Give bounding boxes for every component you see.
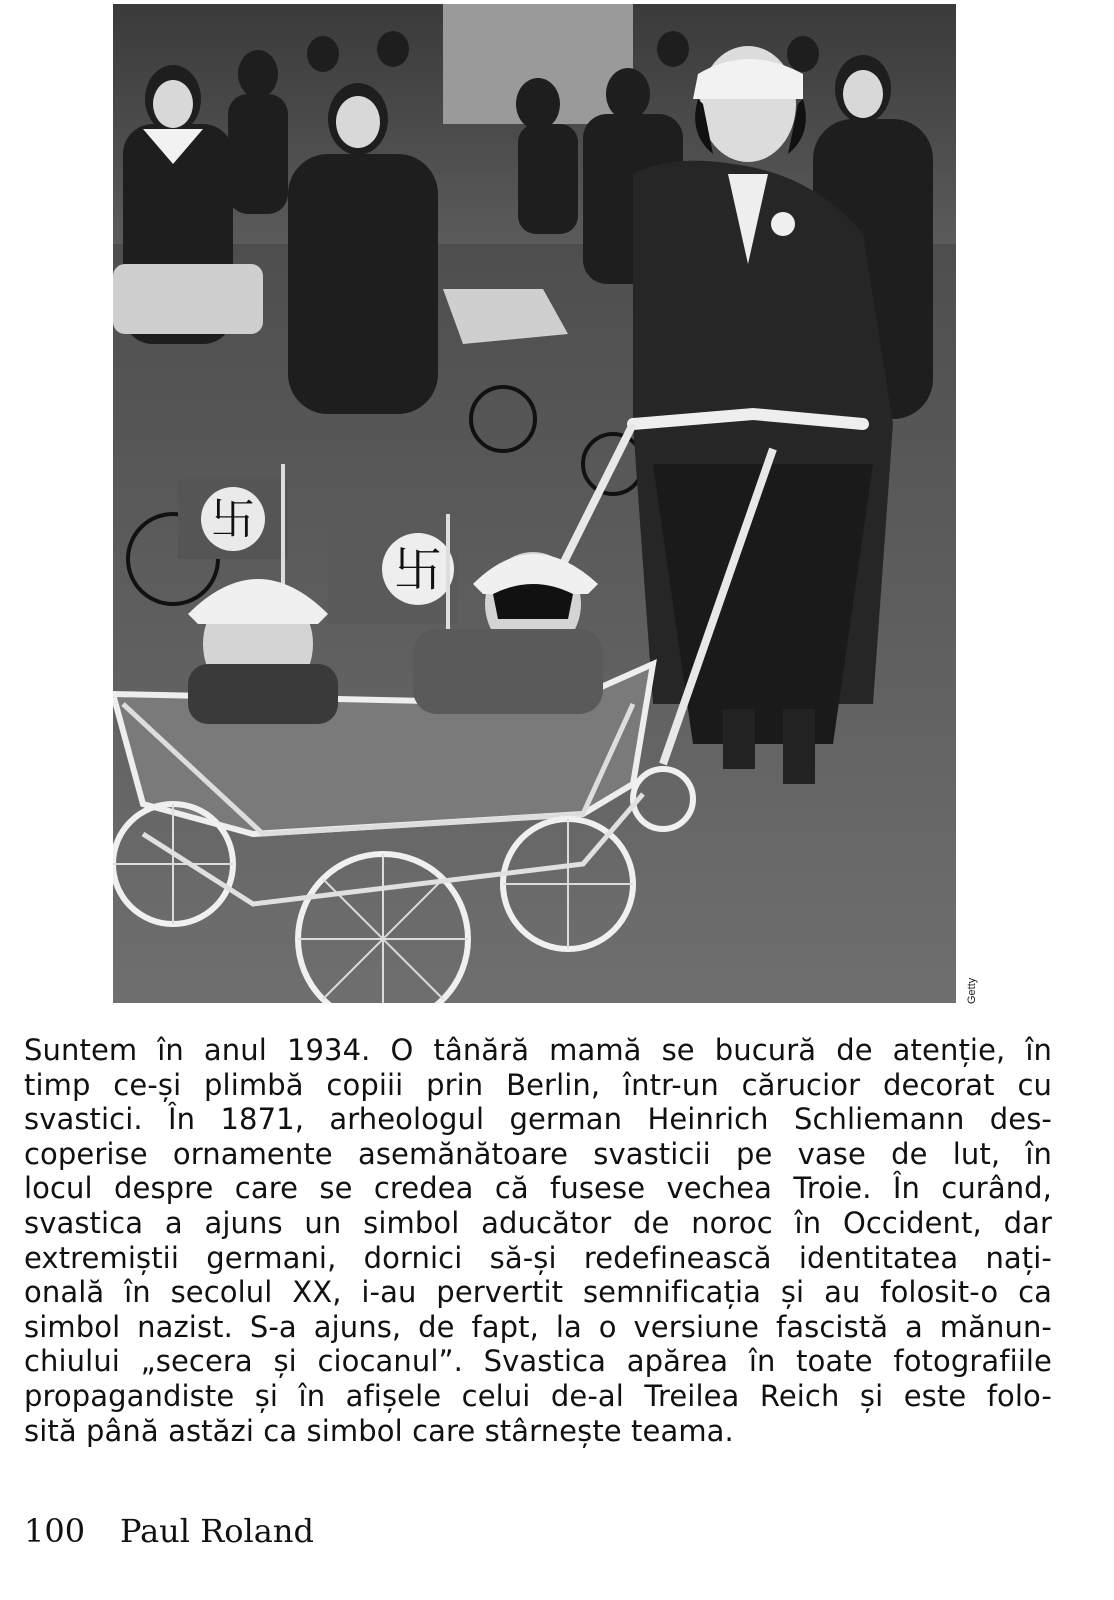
running-author: Paul Roland: [120, 1512, 314, 1550]
caption-line: chiului „secera și ciocanul”. Svastica apărea în toate fotografiile: [24, 1344, 1052, 1379]
caption-line: simbol nazist. S-a ajuns, de fapt, la o versiune fascistă a mănun-: [24, 1309, 1052, 1344]
caption-line: coperise ornamente asemănătoare svasticii pe vase de lut, în: [24, 1136, 1052, 1171]
photo-illustration: [113, 4, 956, 1003]
svg-text:卐: 卐: [211, 494, 255, 545]
historical-photo: [113, 4, 956, 1003]
caption-line: svastici. În 1871, arheologul german Heinrich Schliemann des-: [24, 1102, 1052, 1137]
caption-line: onală în secolul XX, i-au pervertit semnificația și au folosit-o ca: [24, 1275, 1052, 1310]
page-footer: [24, 1512, 314, 1552]
page-number: 100: [24, 1512, 86, 1550]
caption-line: sită până astăzi ca simbol care stârnește teama.: [24, 1413, 734, 1448]
photo-caption: [24, 1033, 1052, 1448]
caption-line: svastica a ajuns un simbol aducător de noroc în Occident, dar: [24, 1205, 1052, 1240]
photo-credit-text: Getty: [966, 977, 978, 1004]
photo-credit: [966, 960, 982, 1004]
svg-text:卐: 卐: [393, 542, 443, 598]
caption-line: extremiștii germani, dornici să-și redefinească identitatea nați-: [24, 1240, 1052, 1275]
caption-line: Suntem în anul 1934. O tânără mamă se bucură de atenție, în: [24, 1033, 1052, 1067]
caption-line: propagandiste și în afișele celui de-al Treilea Reich și este folo-: [24, 1378, 1052, 1413]
caption-line: timp ce-și plimbă copiii prin Berlin, într-un cărucior decorat cu: [24, 1067, 1052, 1102]
caption-line: locul despre care se credea că fusese vechea Troie. În curând,: [24, 1171, 1052, 1206]
